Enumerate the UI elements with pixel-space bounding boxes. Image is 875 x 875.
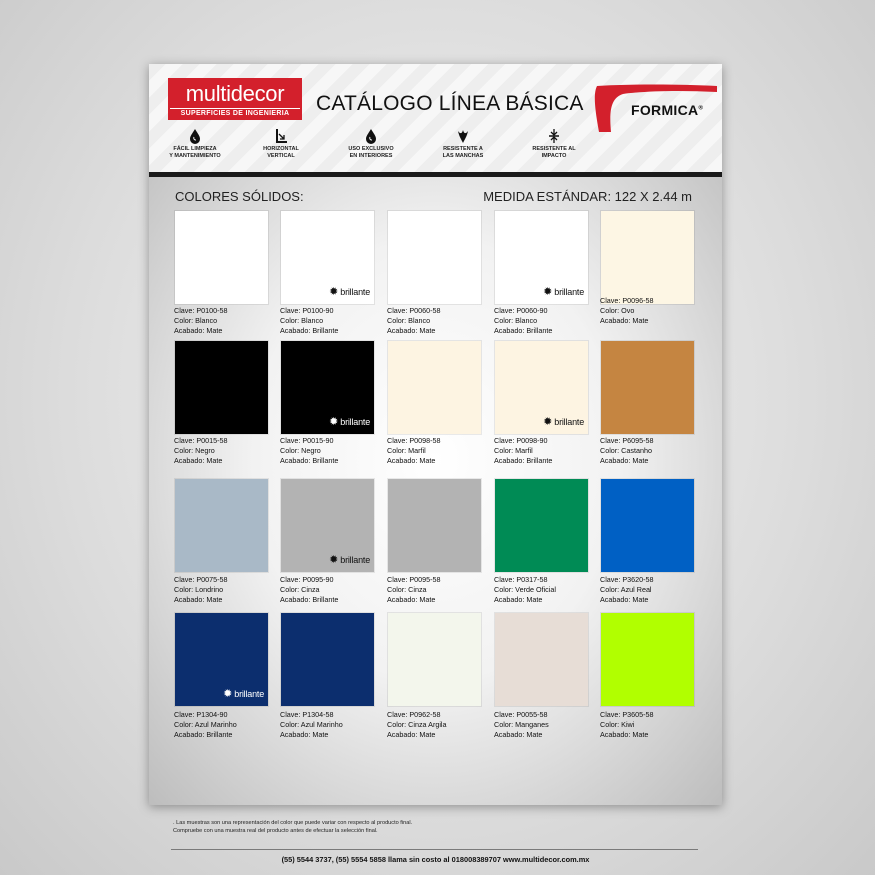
sparkle-icon: ✹ — [329, 553, 339, 566]
swatch-clave: Clave: P0060-90 — [494, 306, 548, 315]
sparkle-icon: ✹ — [543, 285, 553, 298]
feature-label-line2: IMPACTO — [541, 153, 567, 159]
brillante-badge — [329, 415, 370, 429]
color-swatch — [175, 211, 268, 304]
sparkle-icon: ✹ — [329, 285, 339, 298]
swatch-color: Color: Negro — [280, 446, 321, 455]
swatch-color: Color: Manganes — [494, 720, 549, 729]
swatch-acabado: Acabado: Mate — [174, 595, 223, 604]
swatch-color: Color: Kiwi — [600, 720, 635, 729]
catalog-header — [149, 64, 722, 172]
swatch-acabado: Acabado: Mate — [494, 595, 543, 604]
color-swatch — [601, 479, 694, 572]
swatch-color: Color: Blanco — [494, 316, 538, 325]
color-swatch — [601, 341, 694, 434]
brillante-label: brillante — [554, 286, 584, 297]
swatch-label — [600, 296, 696, 326]
feature-label-line2: Y MANTENIMIENTO — [169, 153, 221, 159]
drop-icon — [188, 128, 202, 144]
swatch-color: Color: Castanho — [600, 446, 652, 455]
color-swatch — [495, 341, 588, 434]
color-swatch — [175, 341, 268, 434]
feature-label-line1: FÁCIL LIMPIEZA — [173, 146, 217, 152]
swatch-acabado: Acabado: Mate — [387, 326, 436, 335]
swatch-clave: Clave: P0962-58 — [387, 710, 441, 719]
disclaimer-line: . Las muestras son una representación del color que puede variar con respecto al producto final. — [173, 820, 413, 826]
brillante-badge — [543, 285, 584, 299]
swatch-clave: Clave: P0317-58 — [494, 575, 548, 584]
swatch-color: Color: Azul Real — [600, 585, 652, 594]
swatch-acabado: Acabado: Mate — [174, 456, 223, 465]
swatch-clave: Clave: P0060-58 — [387, 306, 441, 315]
feature-horizontal-vertical — [241, 128, 321, 160]
catalog-sheet — [149, 64, 722, 864]
swatch-color: Color: Negro — [174, 446, 215, 455]
swatch-color: Color: Londrino — [174, 585, 224, 594]
catalog-title: CATÁLOGO LÍNEA BÁSICA — [316, 92, 584, 115]
swatch-label — [387, 306, 483, 336]
feature-easy-cleaning — [155, 128, 235, 160]
swatch-clave: Clave: P0015-58 — [174, 436, 228, 445]
brillante-label: brillante — [340, 416, 370, 427]
swatch-color: Color: Azul Marinho — [174, 720, 237, 729]
brillante-label: brillante — [554, 416, 584, 427]
swatch-clave: Clave: P0075-58 — [174, 575, 228, 584]
standard-size-heading: MEDIDA ESTÁNDAR: 122 X 2.44 m — [483, 189, 692, 204]
color-swatch — [495, 613, 588, 706]
feature-stain-resistant — [423, 128, 503, 160]
swatch-label — [494, 436, 590, 466]
swatch-color: Color: Verde Oficial — [494, 585, 556, 594]
feature-label-line1: RESISTENTE A — [443, 146, 483, 152]
swatch-color: Color: Cinza Argila — [387, 720, 447, 729]
swatch-clave: Clave: P1304-90 — [174, 710, 228, 719]
swatch-clave: Clave: P0095-90 — [280, 575, 334, 584]
swatch-label — [387, 575, 483, 605]
formica-wordmark: FORMICA — [631, 102, 699, 118]
color-swatch — [495, 479, 588, 572]
swatch-label — [387, 710, 483, 740]
brillante-label: brillante — [234, 688, 264, 699]
feature-label-line2: VERTICAL — [267, 153, 295, 159]
swatch-color: Color: Blanco — [280, 316, 324, 325]
swatch-acabado: Acabado: Brillante — [494, 326, 553, 335]
brand-name: multidecor — [185, 81, 285, 106]
swatch-label — [174, 710, 270, 740]
color-swatch — [601, 211, 694, 304]
swatch-acabado: Acabado: Mate — [600, 456, 649, 465]
color-swatch — [281, 341, 374, 434]
brillante-label: brillante — [340, 286, 370, 297]
swatch-acabado: Acabado: Mate — [174, 326, 223, 335]
color-swatch — [281, 613, 374, 706]
swatch-clave: Clave: P0095-58 — [387, 575, 441, 584]
swatch-acabado: Acabado: Brillante — [280, 456, 339, 465]
swatch-color: Color: Blanco — [387, 316, 431, 325]
swatch-acabado: Acabado: Mate — [280, 730, 329, 739]
swatch-acabado: Acabado: Mate — [600, 316, 649, 325]
swatch-label — [600, 436, 696, 466]
sparkle-icon: ✹ — [223, 687, 233, 700]
swatch-clave: Clave: P0096-58 — [600, 296, 654, 305]
swatch-clave: Clave: P0100-58 — [174, 306, 228, 315]
color-swatch — [388, 341, 481, 434]
sparkle-icon: ✹ — [329, 415, 339, 428]
stain-resistant-icon — [456, 128, 470, 144]
swatch-acabado: Acabado: Brillante — [174, 730, 233, 739]
formica-logo-text — [631, 102, 703, 118]
disclaimer-line: Compruebe con una muestra real del producto antes de efectuar la selección final. — [173, 828, 378, 834]
swatch-acabado: Acabado: Mate — [387, 595, 436, 604]
catalog-content — [149, 177, 722, 864]
swatch-color: Color: Blanco — [174, 316, 218, 325]
feature-label-line1: HORIZONTAL — [263, 146, 299, 152]
brand-subtitle: SUPERFICIES DE INGENIERIA — [170, 108, 300, 119]
swatch-color: Color: Marfil — [387, 446, 426, 455]
swatch-color: Color: Ovo — [600, 306, 635, 315]
color-swatch — [601, 613, 694, 706]
registered-mark: ® — [698, 105, 704, 112]
swatch-acabado: Acabado: Mate — [600, 730, 649, 739]
swatch-color: Color: Marfil — [494, 446, 533, 455]
swatch-label — [494, 710, 590, 740]
swatch-clave: Clave: P3620-58 — [600, 575, 654, 584]
swatch-label — [494, 306, 590, 336]
swatch-label — [174, 436, 270, 466]
swatch-color: Color: Cinza — [387, 585, 427, 594]
sparkle-icon: ✹ — [543, 415, 553, 428]
brillante-badge — [223, 687, 264, 701]
swatch-color: Color: Azul Marinho — [280, 720, 343, 729]
swatch-label — [600, 575, 696, 605]
color-swatch — [388, 613, 481, 706]
brillante-badge — [543, 415, 584, 429]
swatch-color: Color: Cinza — [280, 585, 320, 594]
swatch-clave: Clave: P6095-58 — [600, 436, 654, 445]
swatch-clave: Clave: P1304-58 — [280, 710, 334, 719]
feature-label-line1: USO EXCLUSIVO — [348, 146, 394, 152]
swatch-label — [494, 575, 590, 605]
color-swatch — [175, 613, 268, 706]
feature-interior-use — [331, 128, 411, 160]
swatch-label — [280, 436, 376, 466]
swatch-acabado: Acabado: Mate — [494, 730, 543, 739]
footer-divider — [171, 849, 698, 850]
contact-info: (55) 5544 3737, (55) 5554 5858 llama sin costo al 018008389707 www.multidecor.com.mx — [281, 855, 590, 864]
swatch-acabado: Acabado: Mate — [600, 595, 649, 604]
brillante-badge — [329, 553, 370, 567]
swatch-acabado: Acabado: Mate — [387, 730, 436, 739]
drop-icon — [364, 128, 378, 144]
swatch-clave: Clave: P3605-58 — [600, 710, 654, 719]
swatch-label — [387, 436, 483, 466]
swatch-label — [174, 575, 270, 605]
color-swatch — [175, 479, 268, 572]
color-swatch — [281, 479, 374, 572]
swatch-clave: Clave: P0098-90 — [494, 436, 548, 445]
swatch-acabado: Acabado: Brillante — [280, 326, 339, 335]
color-swatch — [388, 211, 481, 304]
brillante-label: brillante — [340, 554, 370, 565]
feature-label-line2: EN INTERIORES — [349, 153, 393, 159]
swatch-clave: Clave: P0100-90 — [280, 306, 334, 315]
swatch-label — [174, 306, 270, 336]
swatch-label — [280, 306, 376, 336]
swatch-label — [280, 575, 376, 605]
horizontal-vertical-icon — [274, 128, 288, 144]
swatch-acabado: Acabado: Mate — [387, 456, 436, 465]
multidecor-logo — [168, 78, 302, 120]
swatch-clave: Clave: P0055-58 — [494, 710, 548, 719]
feature-label-line1: RESISTENTE AL — [532, 146, 576, 152]
swatch-clave: Clave: P0015-90 — [280, 436, 334, 445]
color-swatch — [388, 479, 481, 572]
swatch-acabado: Acabado: Brillante — [280, 595, 339, 604]
color-swatch — [495, 211, 588, 304]
swatch-label — [600, 710, 696, 740]
impact-resistant-icon — [547, 128, 561, 144]
solid-colors-heading: COLORES SÓLIDOS: — [175, 189, 304, 204]
brillante-badge — [329, 285, 370, 299]
color-swatch — [281, 211, 374, 304]
swatch-label — [280, 710, 376, 740]
swatch-acabado: Acabado: Brillante — [494, 456, 553, 465]
disclaimer-notes — [173, 819, 412, 835]
feature-label-line2: LAS MANCHAS — [442, 153, 484, 159]
swatch-clave: Clave: P0098-58 — [387, 436, 441, 445]
feature-impact-resistant — [514, 128, 594, 160]
